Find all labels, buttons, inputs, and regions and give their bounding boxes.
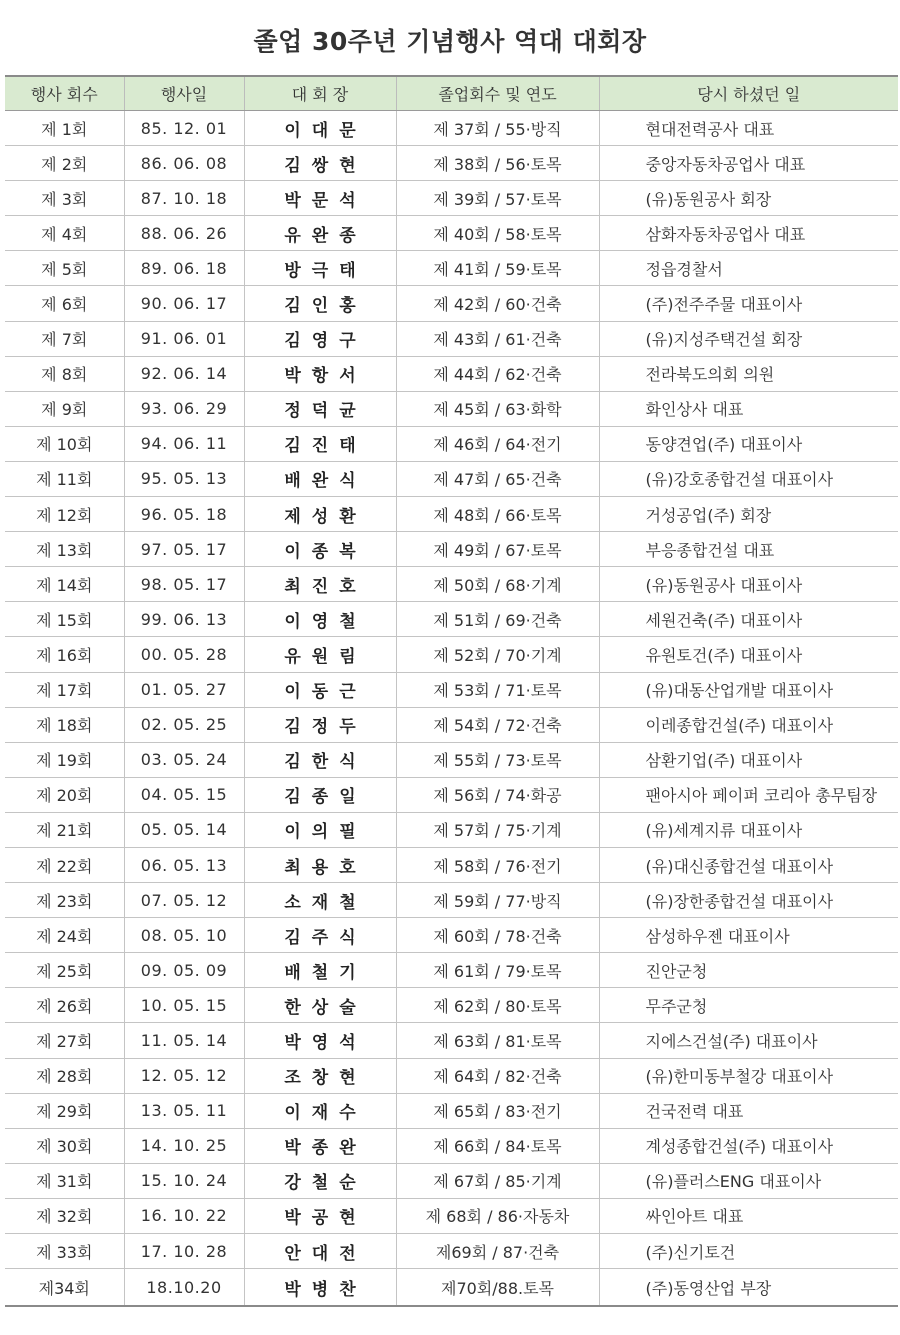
- cell-graduation: 제 51회 / 69·건축: [396, 602, 599, 637]
- cell-president: 김인홍: [244, 286, 396, 321]
- cell-president: 이의필: [244, 812, 396, 847]
- cell-president: 제성환: [244, 497, 396, 532]
- cell-date: 07. 05. 12: [124, 883, 244, 918]
- cell-graduation: 제 37회 / 55·방직: [396, 111, 599, 146]
- cell-date: 90. 06. 17: [124, 286, 244, 321]
- cell-graduation: 제 46회 / 64·전기: [396, 426, 599, 461]
- cell-president: 박영석: [244, 1023, 396, 1058]
- cell-round: 제 18회: [5, 707, 124, 742]
- table-row: [5, 1163, 898, 1198]
- cell-role: (유)세계지류 대표이사: [599, 812, 898, 847]
- table-row: [5, 251, 898, 286]
- cell-round: 제 28회: [5, 1058, 124, 1093]
- table-row: [5, 707, 898, 742]
- cell-graduation: 제 62회 / 80·토목: [396, 988, 599, 1023]
- cell-role: (주)신기토건: [599, 1234, 898, 1269]
- cell-date: 16. 10. 22: [124, 1198, 244, 1233]
- table-row: [5, 391, 898, 426]
- cell-president: 배철기: [244, 953, 396, 988]
- cell-role: 현대전력공사 대표: [599, 111, 898, 146]
- cell-role: 부응종합건설 대표: [599, 532, 898, 567]
- table-row: [5, 216, 898, 251]
- cell-graduation: 제 39회 / 57·토목: [396, 181, 599, 216]
- table-row: [5, 426, 898, 461]
- cell-graduation: 제 64회 / 82·건축: [396, 1058, 599, 1093]
- cell-round: 제 6회: [5, 286, 124, 321]
- cell-graduation: 제 49회 / 67·토목: [396, 532, 599, 567]
- table-row: [5, 637, 898, 672]
- cell-date: 95. 05. 13: [124, 461, 244, 496]
- cell-round: 제 31회: [5, 1163, 124, 1198]
- page-title: 졸업 30주년 기념행사 역대 대회장: [253, 27, 647, 56]
- cell-role: 건국전력 대표: [599, 1093, 898, 1128]
- cell-date: 14. 10. 25: [124, 1128, 244, 1163]
- table-row: [5, 847, 898, 882]
- table-row: [5, 567, 898, 602]
- cell-date: 09. 05. 09: [124, 953, 244, 988]
- cell-president: 박문석: [244, 181, 396, 216]
- cell-president: 소재철: [244, 883, 396, 918]
- cell-president: 이재수: [244, 1093, 396, 1128]
- cell-round: 제 29회: [5, 1093, 124, 1128]
- cell-role: (주)전주주물 대표이사: [599, 286, 898, 321]
- table-row: [5, 988, 898, 1023]
- header-role: 당시 하셨던 일: [599, 76, 898, 111]
- cell-role: 유원토건(주) 대표이사: [599, 637, 898, 672]
- cell-graduation: 제 44회 / 62·건축: [396, 356, 599, 391]
- cell-president: 이영철: [244, 602, 396, 637]
- cell-date: 87. 10. 18: [124, 181, 244, 216]
- cell-date: 06. 05. 13: [124, 847, 244, 882]
- cell-role: (유)동원공사 회장: [599, 181, 898, 216]
- cell-graduation: 제 56회 / 74·화공: [396, 777, 599, 812]
- cell-date: 18.10.20: [124, 1269, 244, 1307]
- cell-role: 진안군청: [599, 953, 898, 988]
- cell-president: 김종일: [244, 777, 396, 812]
- cell-date: 92. 06. 14: [124, 356, 244, 391]
- cell-graduation: 제 50회 / 68·기계: [396, 567, 599, 602]
- cell-role: 삼성하우젠 대표이사: [599, 918, 898, 953]
- cell-round: 제 16회: [5, 637, 124, 672]
- cell-role: 무주군청: [599, 988, 898, 1023]
- table-row: [5, 286, 898, 321]
- cell-president: 최진호: [244, 567, 396, 602]
- cell-round: 제 1회: [5, 111, 124, 146]
- cell-round: 제 27회: [5, 1023, 124, 1058]
- cell-graduation: 제 59회 / 77·방직: [396, 883, 599, 918]
- cell-president: 안대전: [244, 1234, 396, 1269]
- cell-graduation: 제 48회 / 66·토목: [396, 497, 599, 532]
- cell-graduation: 제 53회 / 71·토목: [396, 672, 599, 707]
- cell-role: 싸인아트 대표: [599, 1198, 898, 1233]
- cell-date: 00. 05. 28: [124, 637, 244, 672]
- header-graduation: 졸업회수 및 연도: [396, 76, 599, 111]
- table-row: [5, 181, 898, 216]
- cell-president: 방극태: [244, 251, 396, 286]
- cell-president: 김정두: [244, 707, 396, 742]
- table-row: [5, 1234, 898, 1269]
- cell-graduation: 제 42회 / 60·건축: [396, 286, 599, 321]
- cell-role: (유)한미동부철강 대표이사: [599, 1058, 898, 1093]
- cell-round: 제 12회: [5, 497, 124, 532]
- table-row: [5, 111, 898, 146]
- cell-graduation: 제 65회 / 83·전기: [396, 1093, 599, 1128]
- cell-date: 05. 05. 14: [124, 812, 244, 847]
- table-row: [5, 672, 898, 707]
- cell-round: 제 26회: [5, 988, 124, 1023]
- cell-date: 85. 12. 01: [124, 111, 244, 146]
- cell-round: 제 25회: [5, 953, 124, 988]
- cell-graduation: 제 55회 / 73·토목: [396, 742, 599, 777]
- table-row: [5, 918, 898, 953]
- cell-role: (유)대신종합건설 대표이사: [599, 847, 898, 882]
- cell-role: (유)강호종합건설 대표이사: [599, 461, 898, 496]
- cell-graduation: 제69회 / 87·건축: [396, 1234, 599, 1269]
- cell-president: 박항서: [244, 356, 396, 391]
- cell-president: 김쌍현: [244, 146, 396, 181]
- table-row: [5, 1269, 898, 1307]
- cell-date: 11. 05. 14: [124, 1023, 244, 1058]
- table-row: [5, 1128, 898, 1163]
- cell-round: 제 8회: [5, 356, 124, 391]
- cell-graduation: 제 45회 / 63·화학: [396, 391, 599, 426]
- cell-date: 98. 05. 17: [124, 567, 244, 602]
- cell-graduation: 제 61회 / 79·토목: [396, 953, 599, 988]
- cell-president: 박종완: [244, 1128, 396, 1163]
- table-row: [5, 461, 898, 496]
- table-row: [5, 1023, 898, 1058]
- cell-graduation: 제 38회 / 56·토목: [396, 146, 599, 181]
- table-row: [5, 356, 898, 391]
- cell-round: 제 7회: [5, 321, 124, 356]
- cell-date: 86. 06. 08: [124, 146, 244, 181]
- cell-president: 김영구: [244, 321, 396, 356]
- cell-role: (유)대동산업개발 대표이사: [599, 672, 898, 707]
- cell-date: 03. 05. 24: [124, 742, 244, 777]
- cell-graduation: 제 41회 / 59·토목: [396, 251, 599, 286]
- cell-graduation: 제 66회 / 84·토목: [396, 1128, 599, 1163]
- cell-date: 13. 05. 11: [124, 1093, 244, 1128]
- table-row: [5, 812, 898, 847]
- cell-round: 제 32회: [5, 1198, 124, 1233]
- cell-president: 김주식: [244, 918, 396, 953]
- cell-graduation: 제70회/88.토목: [396, 1269, 599, 1307]
- cell-role: (주)동영산업 부장: [599, 1269, 898, 1307]
- cell-round: 제 5회: [5, 251, 124, 286]
- table-row: [5, 1093, 898, 1128]
- cell-graduation: 제 47회 / 65·건축: [396, 461, 599, 496]
- cell-round: 제 33회: [5, 1234, 124, 1269]
- cell-round: 제 15회: [5, 602, 124, 637]
- cell-graduation: 제 68회 / 86·자동차: [396, 1198, 599, 1233]
- cell-round: 제 22회: [5, 847, 124, 882]
- cell-role: 삼환기업(주) 대표이사: [599, 742, 898, 777]
- cell-date: 99. 06. 13: [124, 602, 244, 637]
- cell-president: 이대문: [244, 111, 396, 146]
- cell-graduation: 제 60회 / 78·건축: [396, 918, 599, 953]
- cell-role: 동양견업(주) 대표이사: [599, 426, 898, 461]
- cell-president: 김진태: [244, 426, 396, 461]
- table-row: [5, 883, 898, 918]
- cell-round: 제 23회: [5, 883, 124, 918]
- table-row: [5, 1058, 898, 1093]
- cell-graduation: 제 52회 / 70·기계: [396, 637, 599, 672]
- cell-graduation: 제 40회 / 58·토목: [396, 216, 599, 251]
- cell-date: 01. 05. 27: [124, 672, 244, 707]
- cell-round: 제 24회: [5, 918, 124, 953]
- header-president: 대 회 장: [244, 76, 396, 111]
- cell-president: 조창현: [244, 1058, 396, 1093]
- cell-role: 전라북도의회 의원: [599, 356, 898, 391]
- cell-role: 팬아시아 페이퍼 코리아 총무팀장: [599, 777, 898, 812]
- cell-round: 제 2회: [5, 146, 124, 181]
- cell-president: 한상술: [244, 988, 396, 1023]
- cell-date: 97. 05. 17: [124, 532, 244, 567]
- table-row: [5, 1198, 898, 1233]
- table-row: [5, 532, 898, 567]
- presidents-table: [5, 75, 898, 1307]
- table-header-row: [5, 76, 898, 111]
- cell-round: 제 30회: [5, 1128, 124, 1163]
- cell-role: 정읍경찰서: [599, 251, 898, 286]
- cell-date: 15. 10. 24: [124, 1163, 244, 1198]
- table-row: [5, 321, 898, 356]
- cell-date: 96. 05. 18: [124, 497, 244, 532]
- cell-president: 배완식: [244, 461, 396, 496]
- cell-date: 93. 06. 29: [124, 391, 244, 426]
- cell-round: 제 13회: [5, 532, 124, 567]
- cell-date: 12. 05. 12: [124, 1058, 244, 1093]
- cell-round: 제 19회: [5, 742, 124, 777]
- cell-date: 89. 06. 18: [124, 251, 244, 286]
- cell-president: 유원림: [244, 637, 396, 672]
- table-row: [5, 953, 898, 988]
- cell-date: 94. 06. 11: [124, 426, 244, 461]
- cell-role: 계성종합건설(주) 대표이사: [599, 1128, 898, 1163]
- cell-president: 이종복: [244, 532, 396, 567]
- cell-date: 17. 10. 28: [124, 1234, 244, 1269]
- header-date: 행사일: [124, 76, 244, 111]
- cell-role: 이레종합건설(주) 대표이사: [599, 707, 898, 742]
- cell-graduation: 제 57회 / 75·기계: [396, 812, 599, 847]
- cell-date: 04. 05. 15: [124, 777, 244, 812]
- cell-president: 박병찬: [244, 1269, 396, 1307]
- cell-round: 제 17회: [5, 672, 124, 707]
- cell-role: (유)플러스ENG 대표이사: [599, 1163, 898, 1198]
- cell-graduation: 제 58회 / 76·전기: [396, 847, 599, 882]
- cell-round: 제 3회: [5, 181, 124, 216]
- cell-round: 제 21회: [5, 812, 124, 847]
- cell-role: 세원건축(주) 대표이사: [599, 602, 898, 637]
- cell-round: 제 9회: [5, 391, 124, 426]
- cell-role: 지에스건설(주) 대표이사: [599, 1023, 898, 1058]
- cell-president: 최용호: [244, 847, 396, 882]
- table-row: [5, 497, 898, 532]
- cell-role: 거성공업(주) 회장: [599, 497, 898, 532]
- cell-graduation: 제 63회 / 81·토목: [396, 1023, 599, 1058]
- cell-president: 유완종: [244, 216, 396, 251]
- table-row: [5, 777, 898, 812]
- cell-role: (유)지성주택건설 회장: [599, 321, 898, 356]
- table-row: [5, 742, 898, 777]
- cell-round: 제 11회: [5, 461, 124, 496]
- cell-date: 02. 05. 25: [124, 707, 244, 742]
- table-body: [5, 111, 898, 1307]
- cell-president: 강철순: [244, 1163, 396, 1198]
- cell-role: 삼화자동차공업사 대표: [599, 216, 898, 251]
- cell-role: 중앙자동차공업사 대표: [599, 146, 898, 181]
- cell-president: 박공현: [244, 1198, 396, 1233]
- cell-president: 정덕균: [244, 391, 396, 426]
- cell-graduation: 제 67회 / 85·기계: [396, 1163, 599, 1198]
- cell-date: 91. 06. 01: [124, 321, 244, 356]
- cell-round: 제 10회: [5, 426, 124, 461]
- header-round: 행사 회수: [5, 76, 124, 111]
- cell-graduation: 제 43회 / 61·건축: [396, 321, 599, 356]
- cell-role: (유)장한종합건설 대표이사: [599, 883, 898, 918]
- cell-round: 제 14회: [5, 567, 124, 602]
- cell-round: 제 20회: [5, 777, 124, 812]
- cell-president: 이동근: [244, 672, 396, 707]
- cell-president: 김한식: [244, 742, 396, 777]
- cell-date: 10. 05. 15: [124, 988, 244, 1023]
- cell-graduation: 제 54회 / 72·건축: [396, 707, 599, 742]
- cell-round: 제 4회: [5, 216, 124, 251]
- table-row: [5, 602, 898, 637]
- table-row: [5, 146, 898, 181]
- cell-date: 88. 06. 26: [124, 216, 244, 251]
- cell-date: 08. 05. 10: [124, 918, 244, 953]
- cell-role: 화인상사 대표: [599, 391, 898, 426]
- cell-role: (유)동원공사 대표이사: [599, 567, 898, 602]
- cell-round: 제34회: [38, 1278, 90, 1298]
